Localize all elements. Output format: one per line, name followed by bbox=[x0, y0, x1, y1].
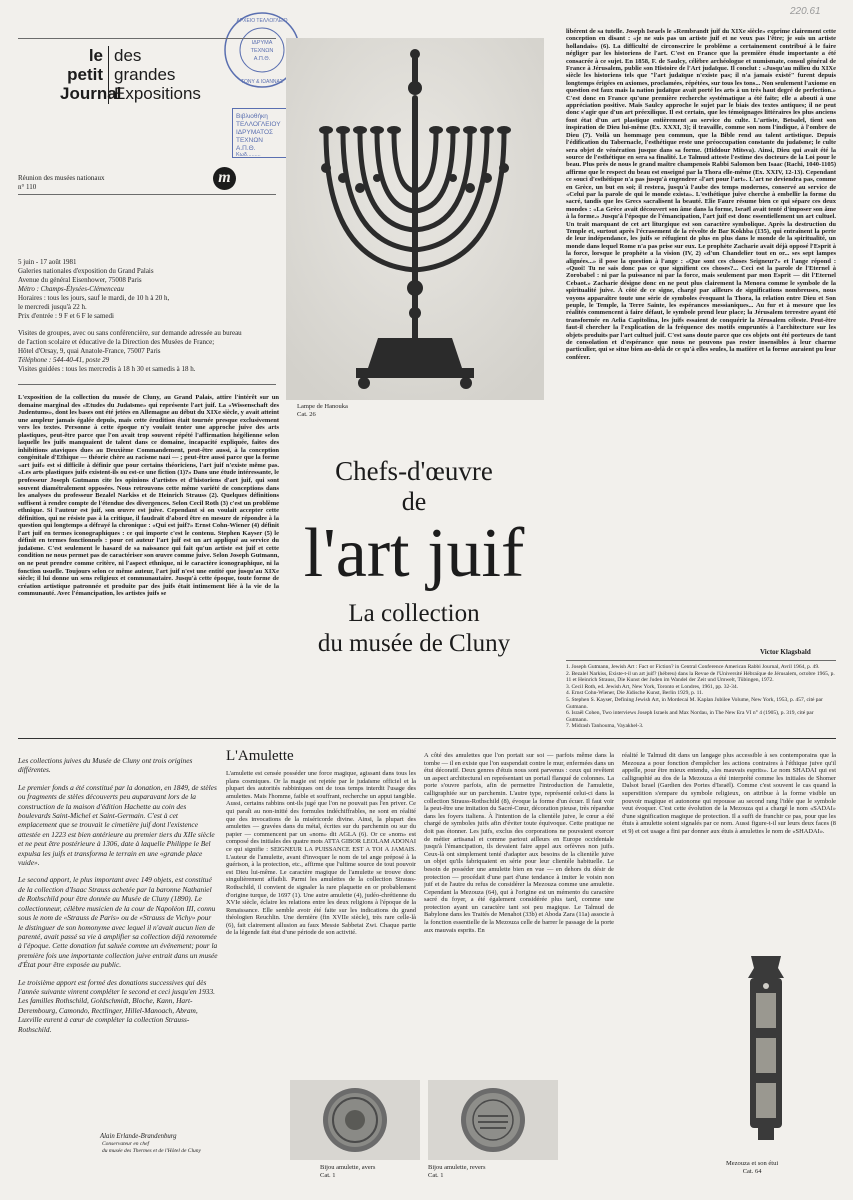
masthead-word-expositions: Expositions bbox=[114, 84, 201, 103]
archive-reference: 220.61 bbox=[790, 6, 821, 17]
amulet-front-photo bbox=[290, 1080, 420, 1160]
title-line-2: de bbox=[401, 487, 427, 516]
visits-line: Visites de groupes, avec ou sans conférencière, sur demande adressée au bureau bbox=[18, 329, 242, 337]
footnote: 3. Cecil Roth, ed. Jewish Art, New York, Toronto et Londres, 1961, pp. 32-34. bbox=[566, 683, 738, 690]
masthead-right bbox=[114, 46, 201, 103]
collections-lead: Les collections juives du Musée de Cluny ont trois origines différentes. bbox=[18, 756, 193, 775]
info-line: Galeries nationales d'exposition du Grand Palais bbox=[18, 267, 154, 275]
collections-p3: Le troisième apport est formé des donations successives qui dès l'année suivante vinrent compléter le second et ceci jusqu'en 1933. Les familles Rothschild, Goldschmidt, Bloche, Kann, Hart-Derembourg, Camondo, Rectlinger, Hillel-Manoach, Abram, Luxville eurent à cœur de compléter la collection Strauss-Rothschild. bbox=[18, 977, 216, 1034]
masthead-word-des: des bbox=[114, 46, 142, 65]
amulet-back-photo bbox=[428, 1080, 558, 1160]
svg-text:Α.Π.Θ.: Α.Π.Θ. bbox=[236, 145, 256, 152]
info-line: Prix d'entrée : 9 F et 6 F le samedi bbox=[18, 312, 114, 320]
info-line: Avenue du général Eisenhower, 75008 Paris bbox=[18, 276, 142, 284]
page-title: l'art juif bbox=[303, 515, 525, 592]
author-klagsbald: Victor Klagsbald bbox=[760, 648, 811, 656]
org-name: Réunion des musées nationaux bbox=[18, 174, 105, 182]
svg-text:ΤΕΧΝΩΝ: ΤΕΧΝΩΝ bbox=[236, 137, 263, 144]
collections-note bbox=[18, 756, 218, 1034]
visits-line: de l'action scolaire et éducative de la Direction des Musées de France; bbox=[18, 338, 215, 346]
mezouza-caption-name: Mezouza et son étui bbox=[726, 1160, 779, 1167]
visits-info bbox=[18, 329, 280, 374]
visits-line: Visites guidées : tous les mercredis à 18 h 30 et samedis à 18 h. bbox=[18, 365, 196, 373]
mezouza-caption-cat: Cat. 64 bbox=[742, 1168, 762, 1175]
svg-text:Κωδ.........: Κωδ......... bbox=[236, 152, 261, 157]
amulet-back-caption-name: Bijou amulette, revers bbox=[428, 1164, 486, 1171]
collections-p1: Le premier fonds a été constitué par la donation, en 1849, de stèles ou fragments de stèles découverts peu auparavant lors de la construction de la maison d'édition Hachette au coin des boulevards Saint-Michel et Saint-Germain. C'est à cet emplacement que se trouvait le cimetière juif dont l'existence attestée en 1223 est bien antérieure au premier tiers du XIIe siècle et ne peut être postérieure à 1306, date à laquelle Philippe le Bel expulsa les juifs et transforma le terrain en une «grande place vuide». bbox=[18, 782, 217, 868]
footnote: 7. Midrash Tanhouma, Vayakhel-3. bbox=[566, 723, 644, 730]
amulette-col1: L'amulette est censée posséder une force magique, agissant dans tous les plans cosmiques. Or la magie est rejetée par le judaïsme officiel et la plupart des autorités rabbiniques ont de tous temps interdit l'usage des amulettes. Mais l'homme, faible et souffrant, recherche un appui tangible. Aussi, certains rabbins ont-ils jugé que l'on ne pouvait pas l'en priver. Ce qui paraît au non-initié des formules indéchiffrables, ne sont en réalité que des invocations de la miséricorde divine. Ainsi, la plupart des amulettes — gravées dans du métal, écrites sur du parchemin ou sur du papier — commencent par un «nom» dit AGLA (6). Or ce «nom» est composé des initiales des quatre mots ATTA GIBOR LEOLAM ADONAI ce qui signifie : SEIGNEUR LA PUISSANCE EST A TOI A JAMAIS. L'auteur de l'amulette, avant d'invoquer le nom de tel ange préposé à la guérison, à la protection, etc., affirme que l'ultime source de tout pouvoir est Dieu lui-même. Le caractère magique de l'amulette se trouve donc singulièrement affaibli. Parmi les amulettes de la collection Strauss-Rothschild, il convient de signaler la rare plaquette en or probablement d'origine turque, de 1697 (1). Une autre amulette (4), judéo-chrétienne du XVIe siècle, éclaire les relations entre les deux religions à l'époque de la Renaissance. Elle semble avoir été faite sur les indications du grand théologien Reuchlin. Une dernière (fin XVIIe siècle), très rare celle-là (6), fait clairement allusion au faux Messie Sabbetai Zwi. Chaque partie de la légende fait état d'une période de son activité. bbox=[226, 770, 416, 937]
title-line-1: Chefs-d'œuvre bbox=[335, 456, 493, 486]
collections-p2: Le second apport, le plus important avec 149 objets, est constitué de la collection d'Isaac Strauss achetée par la baronne Nathaniel de Rothschild pour être donnée au Musée de Cluny (1890). Le collectionneur, célèbre musicien de la cour de Napoléon III, connu sous le nom de «Strauss de Paris» ou de «Strauss de Vichy» pour le distinguer de son homonyme avec lequel il n'avait aucun lien de parenté, avait passé sa vie à amplifier sa collection déjà renommée à l'époque. Cette donation fut saluée comme un événement; pour la première fois une importante collection juive entrait dans un musée d'État pour être exposée au public. bbox=[18, 875, 218, 970]
footnote: 2. Bezalel Narkiss, Existe-t-il un art juif? (hébreu) dans la Revue de l'Université Hébraïque de Jérusalem, octobre 1965, p. 11 et Heinrich Strauss, Die Kunst der Juden im Wandel der Zeit und Umwelt, Tübingen, 1972. bbox=[566, 670, 835, 684]
issue-number: n° 110 bbox=[18, 183, 37, 191]
footnote: 5. Stephen S. Kayser, Defining Jewish Art, in Mordecai M. Kaplan Jubilee Volume, New York, 1953, p. 457, cité par Gutmann. bbox=[566, 696, 823, 710]
amulet-back-caption-cat: Cat. 1 bbox=[428, 1172, 444, 1179]
svg-text:ΤΟΝΥ & ΙΩΑΝΝΑΣ: ΤΟΝΥ & ΙΩΑΝΝΑΣ bbox=[241, 79, 283, 85]
info-line: Métro : Champs-Élysées-Clémenceau bbox=[18, 285, 124, 293]
svg-text:Α.Π.Θ.: Α.Π.Θ. bbox=[253, 56, 271, 62]
title-block bbox=[290, 455, 538, 659]
visits-line: Hôtel d'Orsay, 9, quai Anatole-France, 75007 Paris bbox=[18, 347, 161, 355]
info-line: le mercredi jusqu'à 22 h. bbox=[18, 303, 87, 311]
exhibition-info bbox=[18, 258, 280, 321]
svg-text:ΤΕΛΛΟΓΛΕΙΟΥ: ΤΕΛΛΟΓΛΕΙΟΥ bbox=[236, 121, 281, 128]
footnote: 1. Joseph Gutmann, Jewish Art : Fact or Fiction? in Central Conference American Rabbi Journal, Avril 1964, p. 49. bbox=[566, 664, 820, 670]
right-column-text: libérent de sa tutelle. Joseph Israels le «Rembrandt juif du XIXe siècle» exprime clairement cette conception en disant : «je ne suis pas un artiste juif et ne veux pas l'être; je suis un artiste hollandais» (6). La difficulté de circonscrire le problème a certainement contribué à le faire négliger par les historiens de l'art. C'est en France que la première étude importante a été consacrée à ce sujet. En 1858, F. de Saulcy, célèbre archéologue et numismate, consul général de France à Jérusalem, publie son Histoire de l'Art judaïque. Il conclut : «Jusqu'au milieu du XIXe siècle les historiens tels que "l'art judaïque n'existe pas; il n'a jamais existé" furent depuis longtemps érigées en axiomes, proclamées, répétées, sur tous les tons... Non seulement l'axiome en question est faux mais la nation judaïque avait porté les arts à un très haut degré de perfection.» C'est donc en France qu'une première recherche systématique a été faite; elle a abouti à une appréciation positive. Mais Saulcy approche le sujet par le biais des textes antiques; il ne peut donc s'agir que d'un art préexilique. Il est certain, que les témoignages littéraires les plus anciens font état d'un art plastique entièrement au service du culte. L'artiste, Betsalel, tient son inspiration de Dieu lui-même (Ex. XXXI, 3); il travaille, comme son nom l'indique, à l'ombre de Dieu (7). Voilà un hommage peu commun, que la Bible rend au talent artistique. Depuis l'édification du Tabernacle, l'esthétique reste une préoccupation constante du judaïsme; le culte sera objet de vénération jusque dans sa forme. (Hiddour Mitsva). Ainsi, Dieu qui avait été la source de l'esthétique en sera sa finalité. Le Talmud atteste l'estime des docteurs de la Loi pour le beau. Plus près de nous le grand maître champenois Rabbi Salomon ben Isaac (Rachi, 1040-1105) affirme que le respect du beau est enseigné par la Thora elle-même (Ex. XXIV, 12-13). Cependant ce souci d'esthétique n'a pas jusqu'à engendrer «l'art pour l'art». L'art ne deviendra pas, comme en Grèce, un but en soi; il restera, jusqu'à l'aube des temps modernes, conservé au service de «Celui par la parole de qui le monde exista». L'esthétique juive cherche à embellir la forme du sacré, tandis que les Grecs sacralisent la beauté. Elie Faure résume bien ce qui sépare ces deux mondes : «La Grèce avait découvert son âme dans la forme, Israël avait tenté d'imposer son âme à la forme.» Jusqu'à l'époque de l'émancipation, l'art juif est donc essentiellement un art cultuel. Un trait marquant de cet art liturgique est son caractère symbolique. Après la destruction du Temple et, surtout après l'écrasement de la révolte de Bar Kokhba (135), qui entraînent la perte de leur indépendance, les juifs se réfugient de plus en plus dans le monde de la spiritualité, un monde dans lequel Rome n'a pas prise sur eux. Le prophète Zacharie avait déjà opposé l'Esprit à la force, lorsque le prophète a la vision (IV, 2) «d'un Chandelier tout en or... ses sept lampes alignées...» il pose la question à l'ange : «Que sont ces choses Seigneur?» et l'ange répond : «Quoi! Tu ne sais donc pas ce que signifient ces choses?... Ceci est la parole de l'Eternel à Zorobabel : ni par la puissance ni par la force, mais seulement par mon Esprit — dit l'Eternel Cebaot.» Zacharie désigne donc en ne peut plus clairement la Menora comme le symbole de la spiritualité juive. À côté de ce signe, chargé par ailleurs de significations nombreuses, nous voyons apparaître toute une série de symboles évoquant la Thora, la relation entre Dieu et Son peuple, le Temple, la Terre Sainte, les espérances messianiques... Au fur et à mesure que les réalités commencent à faire défaut, le symbole prend leur place; la Jérusalem terrestre ayant été transformée en Aelia Capitolina, les juifs essaient de conquérir la Jérusalem céleste. Peut-être faut-il chercher la l'explication de la fréquence des motifs empruntés à l'architecture sur les objets produits par l'art cultuel juif. C'est sans doute parce que ces objets ont été porteurs de tant de consolation et d'espérance que nous ne pouvons pas rester insensibles à leur charme particulier, qui se situe bien au-delà de ce qu'à elles seules, la matière et la forme auraient pu leur conférer. bbox=[566, 28, 836, 361]
footnotes bbox=[566, 664, 836, 730]
mezouza-photo bbox=[726, 948, 806, 1148]
masthead-word-petit: petit bbox=[67, 65, 103, 84]
masthead-left bbox=[60, 46, 122, 103]
info-line: Horaires : tous les jours, sauf le mardi, de 10 h à 20 h, bbox=[18, 294, 170, 302]
lamp-caption-cat: Cat. 26 bbox=[297, 411, 316, 418]
collections-author-name: Alain Erlande-Brandenburg bbox=[100, 1133, 177, 1140]
amulet-front-caption bbox=[320, 1164, 375, 1180]
collections-author bbox=[100, 1133, 230, 1154]
footnote: 6. Israël Cohen, Two interviews Joseph Israels and Max Nordau, in The New Era VI n° 4 (1905), p. 319, cité par Gutmann. bbox=[566, 710, 814, 723]
visits-line: Téléphone : 544-40-41, poste 29 bbox=[18, 356, 110, 364]
svg-text:ΙΔΡΥΜΑΤΟΣ: ΙΔΡΥΜΑΤΟΣ bbox=[236, 129, 274, 136]
amulette-heading: L'Amulette bbox=[226, 748, 294, 764]
footnote: 4. Ernst Cohn-Wiener, Die Jüdische Kunst, Berlin 1929, p. 11. bbox=[566, 690, 704, 697]
collections-author-role: du musée des Thermes et de l'Hôtel de Cluny bbox=[102, 1147, 201, 1154]
menorah-photo bbox=[286, 38, 544, 400]
amulet-front-caption-cat: Cat. 1 bbox=[320, 1172, 336, 1179]
subtitle-line-2: du musée de Cluny bbox=[317, 630, 511, 657]
svg-text:ΑΡΧΕΙΟ ΤΕΛΛΟΓΛΕΙΟ: ΑΡΧΕΙΟ ΤΕΛΛΟΓΛΕΙΟ bbox=[236, 18, 288, 24]
svg-text:ΙΔΡΥΜΑ: ΙΔΡΥΜΑ bbox=[251, 40, 273, 46]
masthead-word-journal: Journal bbox=[60, 84, 122, 103]
rmn-logo: m bbox=[213, 167, 236, 190]
amulet-back-caption bbox=[428, 1164, 486, 1180]
lamp-caption bbox=[297, 403, 348, 419]
subtitle-line-1: La collection bbox=[348, 600, 480, 627]
info-dates: 5 juin - 17 août 1981 bbox=[18, 258, 77, 266]
svg-text:ΤΕΧΝΩΝ: ΤΕΧΝΩΝ bbox=[250, 48, 274, 54]
lamp-caption-name: Lampe de Hanouka bbox=[297, 403, 348, 410]
amulette-col2: A côté des amulettes que l'on portait sur soi — parfois même dans la tombe — il en existe que l'on suspendait contre le mur, enfermées dans un étui décoratif. Deux genres d'étuis nous sont parvenus : ceux qui revêtent un aspect architectural en représentant un portail flanqué de colonnes. La porte s'ouvre parfois, afin de permettre l'introduction de l'amulette, calligraphiée sur un parchemin. L'autre type, représenté celui-ci dans la collection Strauss-Rothschild (8), évoque la forme d'un écuer. Il faut voir la peut-être une imitation du Sacré-Cœur, décoration pieuse, très répandue dans les foyers italiens. À l'intention de la clientèle juive, le cœur a été chargé de symboles juifs afin d'éviter toute équivoque. Cette pratique ne doit pas étonner. Les juifs, exclus des corporations ne pouvaient exercer de métier artisanal et comme partout ailleurs en Europe occidentale jusqu'à l'émancipation, ils devaient faire appel aux orfèvres non juifs. Ceux-là ont simplement tenté d'adapter aux besoins de la clientèle juive un objet qu'ils fabriquaient en série pour leur clientèle habituelle. Le besoin de posséder une amulette bien en vue — en dehors du désir de protection — procédait d'une part d'une tendance à imiter le voisin non juif et de l'autre du refus de considérer la Mezouza comme une amulette. Cependant la Mezouza (64), qui à l'origine est un mémento du caractère sacré du foyer, a été également considérée plus tard, comme une protection ayant un caractère tant soi peu magique. Le Talmud de Babylone dans les Traités de Menahot (33b) et Aboda Zara (11a) associe à la fonction essentielle de la Mezouza celle de barrer le passage de la porte aux mauvais esprits. En bbox=[424, 752, 614, 934]
collections-author-role: Conservateur en chef bbox=[102, 1141, 150, 1147]
svg-text:Βιβλιοθήκη: Βιβλιοθήκη bbox=[236, 113, 268, 120]
amulette-col3: réalité le Talmud dit dans un langage plus accessible à ses contemporains que la Mezouza a pour fonction d'empêcher les actions contraires à l'éthique juive qu'il appelle, pour être mieux entendu, «les mauvais esprits». Le nom SHADAI qui est calligraphié au dos de la Mezouza a été interprété comme les initiales de Shomer Dalsot Israel (Gardien des Portes d'Israël). Comme c'est souvent le cas quand la superstition s'empare du symbole religieux, on attribue à la forme visible un pouvoir magique et autonome qui repousse au second rang l'idée que le symbole veut évoquer. C'est cette évolution de la Mezouza qui a chargé le nom «SADAI» d'une signification magique de protection. Il a suffi de franchir ce pas, pour que les étuis à amulette soient signalés par ce nom. Aussi figure-t-il sur leurs deux faces (8 et 9) et cet usage a fini par donner aux étuis à amulettes le nom de «SHADAI». bbox=[622, 752, 836, 835]
intro-text: L'exposition de la collection du musée de Cluny, au Grand Palais, attire l'intérêt sur un domaine marginal des «Etudes du Judaïsme» qui représente l'art juif. La «Wissenschaft des Judentums», dont les bases ont été jetées en Allemagne au début du XIXe siècle, y avait atteint une ampleur jamais égalée depuis, mais cette érudition était tournée presque exclusivement vers les textes. Personne à cette époque n'y voulait tenter une approche juive des arts plastiques, peut-être parce que l'on avait trop souvent répété l'affirmation hégélienne selon laquelle les juifs manquaient de talent dans ce domaine, incapacité expliquée, faites des inhibitions ataviques dues au Deuxième Commandement, peut-être aussi, à la conception congénitale d'Ethique — théorie chère au racisme nazi — ; peut-être aussi parce que la forme «art juif» est si difficile à définir que pour certains théoriciens, l'art juif n'existe même pas. «Les arts plastiques juifs existent-ils ou est-ce une fiction (1)?» Dans une étude intéressante, le professeur Joseph Gutmann cite les opinions d'artistes et d'historiens d'art juif, qui sont souvent diamétralement opposées. Nous retrouvons cette même variété de conceptions dans les analyses du professeur Bezalel Narkiss et de Heinrich Strauss (2). Quelques définitions suffisent à rendre compte de l'étendue des divergences. Selon Cecil Roth (3) c'est un problème ethnique. Si l'auteur est juif, son œuvre est juive. Cependant si on voulait accepter cette définition, qui ne résiste pas à la critique, il faudrait d'abord être en mesure de répondre à la question qui longtemps a défrayé la chronique : «Qui est juif?» Ernst Cohn-Wiener (4) définit l'art juif en termes iconographiques : ce qui importe c'est le contenu. Stephen Kayser (5) le définit en termes fonctionnels : pour cet auteur l'art juif est un art appliqué au service du judaïsme. C'est seulement le hasard de sa naissance qui fait qu'un artiste est juif et cette condition ne nous permet pas de caractériser son œuvre comme juive. Selon Joseph Gutmann, on ne peut prendre comme critère, ni l'aspect ethnique, ni le caractère iconographique, ni la fonction usuelle. Toujours selon ce même auteur, l'art juif n'est une entité que jusqu'au XIXe siècle; il lui donne un sens religieux et communautaire. Jusqu'à cette époque, toute forme de création artistique patronnée et produite par des juifs était intimement liée à la vie de la communauté. Avec l'émancipation, les artistes juifs se bbox=[18, 394, 279, 598]
mezouza-caption bbox=[726, 1160, 778, 1176]
masthead-word-le: le bbox=[88, 46, 103, 65]
masthead-word-grandes: grandes bbox=[114, 65, 176, 84]
amulet-front-caption-name: Bijou amulette, avers bbox=[320, 1164, 376, 1171]
